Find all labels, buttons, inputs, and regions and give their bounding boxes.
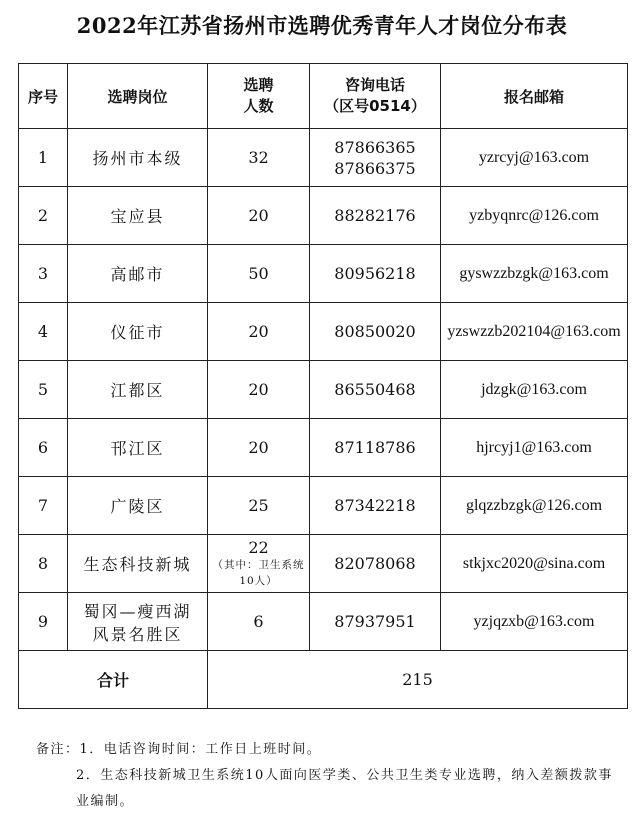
row-count bbox=[208, 303, 310, 361]
table-row bbox=[19, 187, 628, 245]
row-position bbox=[68, 477, 208, 535]
note-1: 备注：1．电话咨询时间：工作日上班时间。 bbox=[36, 742, 322, 757]
row-position bbox=[68, 129, 208, 187]
position-distribution-table bbox=[18, 63, 628, 709]
page-title: 2022年江苏省扬州市选聘优秀青年人才岗位分布表 bbox=[76, 13, 568, 38]
row-phone bbox=[310, 187, 441, 245]
row-index: 9 bbox=[19, 593, 68, 651]
row-position-line1: 生态科技新城 bbox=[83, 555, 192, 574]
table-row bbox=[19, 593, 628, 651]
row-count bbox=[208, 477, 310, 535]
row-phone-1: 86550468 bbox=[334, 380, 416, 399]
row-position bbox=[68, 361, 208, 419]
row-position-line1: 高邮市 bbox=[110, 265, 165, 284]
row-position bbox=[68, 245, 208, 303]
row-count-value: 20 bbox=[248, 379, 269, 399]
row-position-line1: 蜀冈—瘦西湖 bbox=[83, 601, 192, 621]
row-count-value: 20 bbox=[248, 437, 269, 457]
row-index: 2 bbox=[19, 187, 68, 245]
row-phone-1: 87342218 bbox=[334, 496, 416, 515]
table-row bbox=[19, 477, 628, 535]
row-email: yzswzzb202104@163.com bbox=[441, 303, 628, 361]
row-index: 6 bbox=[19, 419, 68, 477]
table-row bbox=[19, 535, 628, 593]
row-position-line1: 扬州市本级 bbox=[92, 149, 183, 168]
row-email: yzjqzxb@163.com bbox=[441, 593, 628, 651]
row-index: 1 bbox=[19, 129, 68, 187]
row-position bbox=[68, 303, 208, 361]
header-count bbox=[208, 64, 310, 129]
total-label: 合计 bbox=[19, 651, 208, 709]
row-phone-1: 80956218 bbox=[334, 264, 416, 283]
row-position-line1: 仪征市 bbox=[110, 323, 165, 342]
row-phone bbox=[310, 535, 441, 593]
row-position bbox=[68, 593, 208, 651]
row-count bbox=[208, 535, 310, 593]
header-phone-line2: （区号0514） bbox=[324, 97, 426, 115]
row-count bbox=[208, 245, 310, 303]
table-row bbox=[19, 303, 628, 361]
row-position-line2: 风景名胜区 bbox=[92, 624, 183, 644]
row-email: hjrcyj1@163.com bbox=[441, 419, 628, 477]
row-phone bbox=[310, 593, 441, 651]
row-phone-1: 87866365 bbox=[334, 137, 416, 157]
row-index: 7 bbox=[19, 477, 68, 535]
row-email: stkjxc2020@sina.com bbox=[441, 535, 628, 593]
row-phone-1: 88282176 bbox=[334, 206, 416, 225]
row-position bbox=[68, 187, 208, 245]
row-count-value: 6 bbox=[253, 611, 264, 631]
row-count bbox=[208, 593, 310, 651]
row-count-value: 20 bbox=[248, 321, 269, 341]
row-phone-1: 87118786 bbox=[334, 438, 416, 457]
header-count-line2: 人数 bbox=[243, 97, 274, 115]
row-email: glqzzbzgk@126.com bbox=[441, 477, 628, 535]
row-count bbox=[208, 129, 310, 187]
row-phone-1: 82078068 bbox=[334, 554, 416, 573]
row-phone bbox=[310, 303, 441, 361]
header-phone bbox=[310, 64, 441, 129]
row-position bbox=[68, 535, 208, 593]
footnotes bbox=[36, 737, 616, 815]
row-phone bbox=[310, 129, 441, 187]
header-phone-line1: 咨询电话 bbox=[344, 76, 405, 94]
row-count-value: 25 bbox=[248, 495, 269, 515]
table-row bbox=[19, 419, 628, 477]
total-value: 215 bbox=[208, 651, 628, 709]
row-phone bbox=[310, 361, 441, 419]
row-count-value: 50 bbox=[248, 263, 269, 283]
row-phone bbox=[310, 419, 441, 477]
header-email: 报名邮箱 bbox=[441, 64, 628, 129]
table-row bbox=[19, 129, 628, 187]
row-position-line1: 广陵区 bbox=[110, 497, 165, 516]
row-index: 3 bbox=[19, 245, 68, 303]
row-count bbox=[208, 361, 310, 419]
header-position: 选聘岗位 bbox=[68, 64, 208, 129]
table-header-row bbox=[19, 64, 628, 129]
table-row bbox=[19, 245, 628, 303]
row-count-value: 20 bbox=[248, 205, 269, 225]
row-position-line1: 江都区 bbox=[110, 381, 165, 400]
row-email: gyswzzbzgk@163.com bbox=[441, 245, 628, 303]
row-email: yzbyqnrc@126.com bbox=[441, 187, 628, 245]
row-position-line1: 邗江区 bbox=[110, 439, 165, 458]
row-index: 5 bbox=[19, 361, 68, 419]
row-position-line1: 宝应县 bbox=[110, 207, 165, 226]
row-count-value: 32 bbox=[248, 147, 269, 167]
row-count-note: （其中：卫生系统10人） bbox=[212, 558, 305, 587]
row-phone-1: 87937951 bbox=[334, 612, 416, 631]
row-phone-1: 80850020 bbox=[334, 322, 416, 341]
row-count bbox=[208, 419, 310, 477]
row-email: yzrcyj@163.com bbox=[441, 129, 628, 187]
header-index: 序号 bbox=[19, 64, 68, 129]
row-phone-2: 87866375 bbox=[334, 158, 416, 178]
row-count bbox=[208, 187, 310, 245]
row-index: 8 bbox=[19, 535, 68, 593]
table-row bbox=[19, 361, 628, 419]
row-count-value: 22 bbox=[248, 537, 269, 557]
header-count-line1: 选聘 bbox=[243, 76, 274, 94]
total-row bbox=[19, 651, 628, 709]
row-phone bbox=[310, 245, 441, 303]
note-2: 2．生态科技新城卫生系统10人面向医学类、公共卫生类专业选聘，纳入差额拨款事业编制。 bbox=[76, 768, 613, 809]
row-email: jdzgk@163.com bbox=[441, 361, 628, 419]
row-phone bbox=[310, 477, 441, 535]
row-position bbox=[68, 419, 208, 477]
row-index: 4 bbox=[19, 303, 68, 361]
